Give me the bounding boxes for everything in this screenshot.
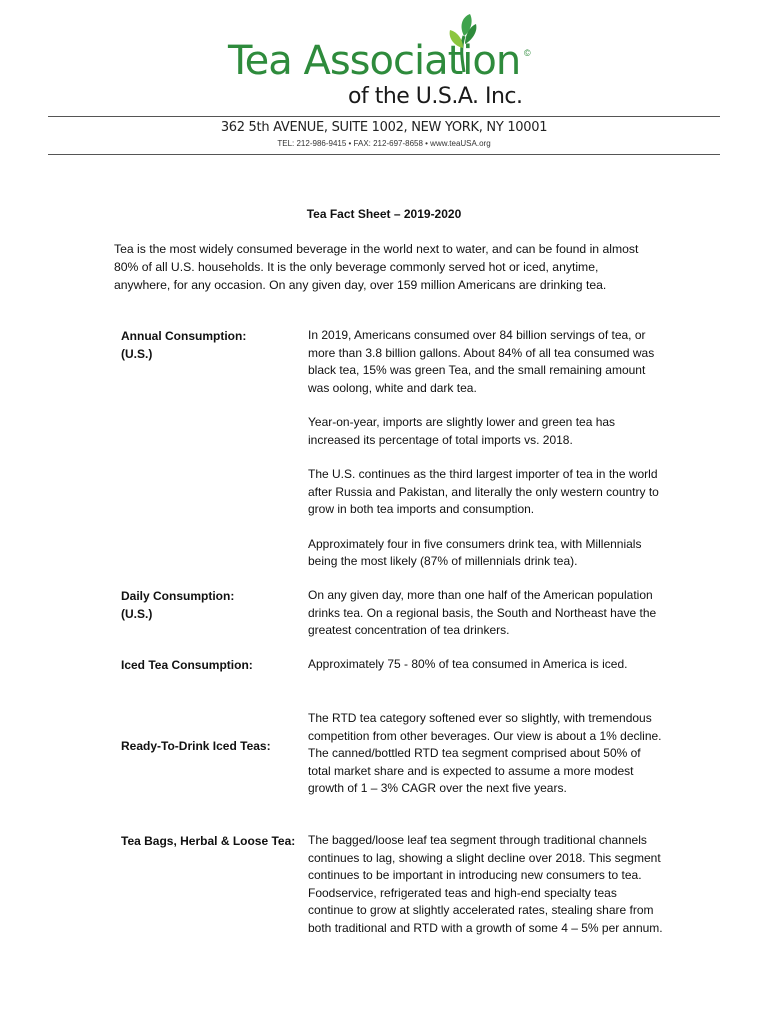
logo-wordmark: Tea Association (228, 38, 521, 84)
paragraph: On any given day, more than one half of the American population drinks tea. On a regional basis, the South and Northeast have the greatest concentration of tea drinkers. (308, 588, 657, 637)
section-body (308, 656, 664, 674)
header-rule-top (48, 116, 720, 117)
logo-subtitle: of the U.S.A. Inc. (348, 84, 523, 109)
section-label: Ready-To-Drink Iced Teas: (121, 739, 271, 753)
copyright-mark: © (524, 48, 531, 58)
paragraph: Year-on-year, imports are slightly lower and green tea has increased its percentage of total imports vs. 2018. (308, 415, 616, 447)
section-label: Daily Consumption: (U.S.) (121, 589, 235, 621)
paragraph: The bagged/loose leaf tea segment through traditional channels continues to lag, showing a slight decline over 2018. This segment continues to be important in introducing new consumers to tea. Foodservice, refrigerated teas and high-end specialty teas continue to grow at slightly accelerated rates, stealing share from both traditional and RTD with a growth of some 4 – 5% per annum. (308, 833, 663, 935)
section-body (308, 832, 664, 937)
logo (228, 14, 538, 108)
section-label: Annual Consumption: (U.S.) (121, 329, 247, 361)
section-body (308, 327, 664, 571)
section-label: Tea Bags, Herbal & Loose Tea: (121, 834, 296, 848)
paragraph: The U.S. continues as the third largest importer of tea in the world after Russia and Pakistan, and literally the only western country to grow in both tea imports and consumption. (308, 467, 659, 516)
paragraph: Approximately 75 - 80% of tea consumed in America is iced. (308, 657, 628, 671)
address: 362 5th AVENUE, SUITE 1002, NEW YORK, NY 10001 (220, 120, 548, 135)
intro-paragraph: Tea is the most widely consumed beverage in the world next to water, and can be found in almost 80% of all U.S. households. It is the only beverage commonly served hot or iced, anytime, anywhere, for any occasion. On any given day, over 159 million Americans are drinking tea. (114, 242, 639, 292)
section-body (308, 587, 664, 640)
document-title: Tea Fact Sheet – 2019-2020 (306, 207, 462, 221)
header-rule-bottom (48, 154, 720, 155)
paragraph: In 2019, Americans consumed over 84 billion servings of tea, or more than 3.8 billion gallons. About 84% of all tea consumed was black tea, 15% was green Tea, and the small remaining amount was oolong, white and dark tea. (308, 328, 655, 395)
paragraph: Approximately four in five consumers drink tea, with Millennials being the most likely (87% of millennials drink tea). (308, 536, 642, 568)
paragraph: The RTD tea category softened ever so slightly, with tremendous competition from other beverages. Our view is about a 1% decline. The canned/bottled RTD tea segment comprised about 50% of total market share and is expected to assume a more modest growth of 1 – 3% CAGR over the next five years. (308, 711, 662, 795)
section-label: Iced Tea Consumption: (121, 658, 253, 672)
contact-line: TEL: 212-986-9415 • FAX: 212-697-8658 • www.teaUSA.org (277, 139, 491, 148)
section-body (308, 710, 664, 798)
